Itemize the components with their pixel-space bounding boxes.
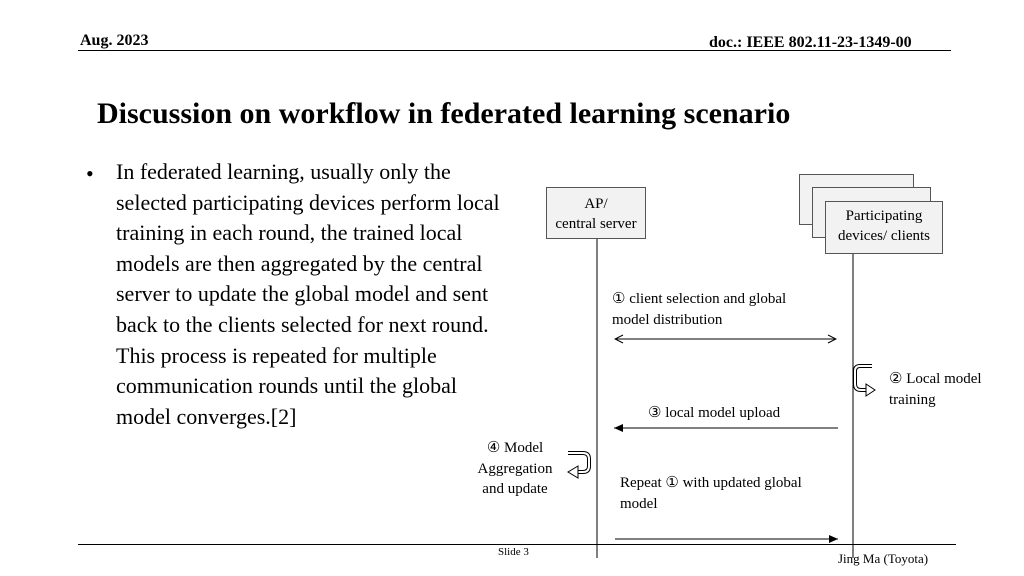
loop-icon-local-training xyxy=(855,366,875,396)
step2-line1: ② Local model xyxy=(889,371,982,387)
step4-line2: Aggregation xyxy=(477,460,553,477)
footer-author: Jing Ma (Toyota) xyxy=(838,551,929,566)
step1-label xyxy=(612,289,786,330)
step1-line2: model distribution xyxy=(612,311,723,328)
clients-label-line1: Participating xyxy=(845,208,923,224)
bullet-icon: • xyxy=(86,161,94,186)
step4-line3: and update xyxy=(482,481,548,497)
bullet-text: In federated learning, usually only the selected participating devices perform local training in each round, the trained local models are then aggregated by the central server to update the global model and sent back to the clients selected for next round. This process is repeated for multiple communication rounds until the global model converges.[2] xyxy=(116,159,500,429)
clients-label-line2: devices/ clients xyxy=(837,228,931,244)
repeat-line2: model xyxy=(620,495,658,512)
step2-label xyxy=(889,369,982,410)
step3-label: ③ local model upload xyxy=(648,405,781,421)
ap-server-box xyxy=(546,187,646,239)
footer-divider xyxy=(78,544,956,545)
ap-label-line1: AP/ xyxy=(584,196,608,212)
ap-label-line2: central server xyxy=(555,216,637,232)
step1-line1: ① client selection and global xyxy=(612,291,787,307)
repeat-label xyxy=(620,473,802,514)
slide-title: Discussion on workflow in federated learning scenario xyxy=(97,97,791,130)
header-doc-id: doc.: IEEE 802.11-23-1349-00 xyxy=(709,34,912,51)
loop-icon-aggregation xyxy=(568,453,589,478)
slide-number: Slide 3 xyxy=(498,546,529,558)
repeat-line1: Repeat ① with updated global xyxy=(620,475,802,491)
clients-box-front xyxy=(825,201,943,254)
step4-label xyxy=(471,438,559,500)
step2-line2: training xyxy=(889,391,936,408)
header-date: Aug. 2023 xyxy=(80,32,149,49)
step4-line1: ④ Model xyxy=(486,440,544,456)
